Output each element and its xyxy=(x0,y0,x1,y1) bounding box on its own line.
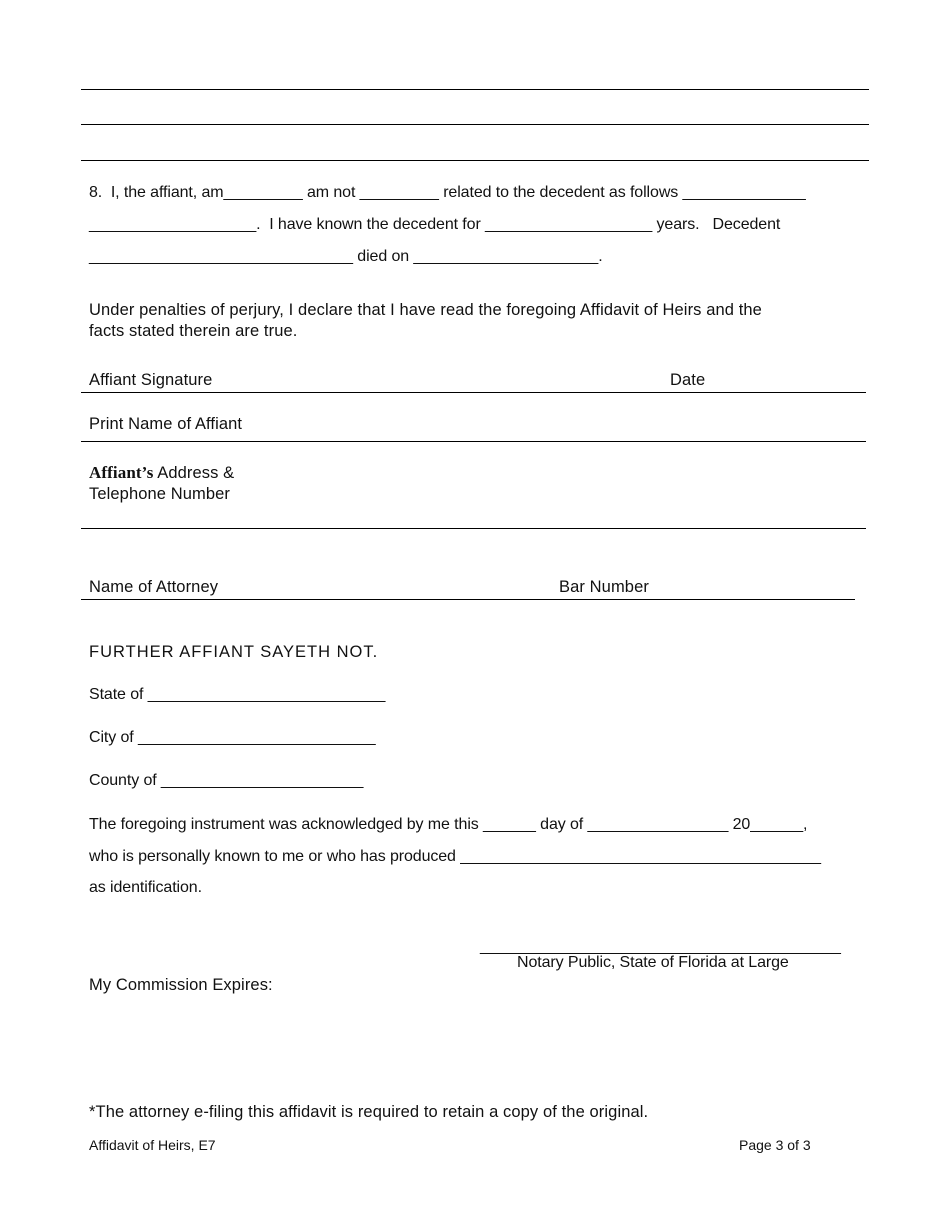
date-label: Date xyxy=(670,371,706,389)
bar-number-label: Bar Number xyxy=(559,578,649,596)
footer-page-number: Page 3 of 3 xyxy=(739,1137,811,1153)
affiant-signature-line[interactable] xyxy=(81,392,866,393)
blank-line-1 xyxy=(81,89,869,90)
notary-title: Notary Public, State of Florida at Large xyxy=(517,954,789,971)
blank-line-2 xyxy=(81,124,869,125)
address-label-line1 xyxy=(89,463,234,483)
city-of-field: City of ___________________________ xyxy=(89,729,376,746)
address-label-line2: Telephone Number xyxy=(89,485,231,503)
county-of-field: County of _______________________ xyxy=(89,772,364,789)
commission-expires-label: My Commission Expires: xyxy=(89,976,273,994)
acknowledgment-line3: as identification. xyxy=(89,879,202,896)
further-affiant-text: FURTHER AFFIANT SAYETH NOT. xyxy=(89,643,379,661)
acknowledgment-line1: The foregoing instrument was acknowledged by me this ______ day of ________________ 20______, xyxy=(89,816,808,833)
state-of-field: State of ___________________________ xyxy=(89,686,386,703)
blank-line-3 xyxy=(81,160,869,161)
attorney-name-label: Name of Attorney xyxy=(89,578,219,596)
footer-form-name: Affidavit of Heirs, E7 xyxy=(89,1137,216,1153)
item8-line3: ______________________________ died on _____________________. xyxy=(89,248,603,265)
print-name-line[interactable] xyxy=(81,441,866,442)
acknowledgment-line2: who is personally known to me or who has produced _________________________________________ xyxy=(89,848,821,865)
print-name-label: Print Name of Affiant xyxy=(89,415,243,433)
attorney-line[interactable] xyxy=(81,599,855,600)
address-label-rest: Address & xyxy=(153,464,235,482)
affiant-signature-label: Affiant Signature xyxy=(89,371,213,389)
address-label-bold: Affiant’s xyxy=(89,463,154,482)
item8-line2: ___________________. I have known the decedent for ___________________ years. Decedent xyxy=(89,216,781,233)
item8-line1: 8. I, the affiant, am_________ am not _________ related to the decedent as follows ______________ xyxy=(89,184,806,201)
declaration-line1: Under penalties of perjury, I declare that I have read the foregoing Affidavit of Heirs and the xyxy=(89,301,762,319)
notary-signature-line: _________________________________________ xyxy=(480,938,841,955)
retain-copy-note: *The attorney e-filing this affidavit is required to retain a copy of the original. xyxy=(89,1103,649,1121)
declaration-line2: facts stated therein are true. xyxy=(89,322,298,340)
address-line[interactable] xyxy=(81,528,866,529)
